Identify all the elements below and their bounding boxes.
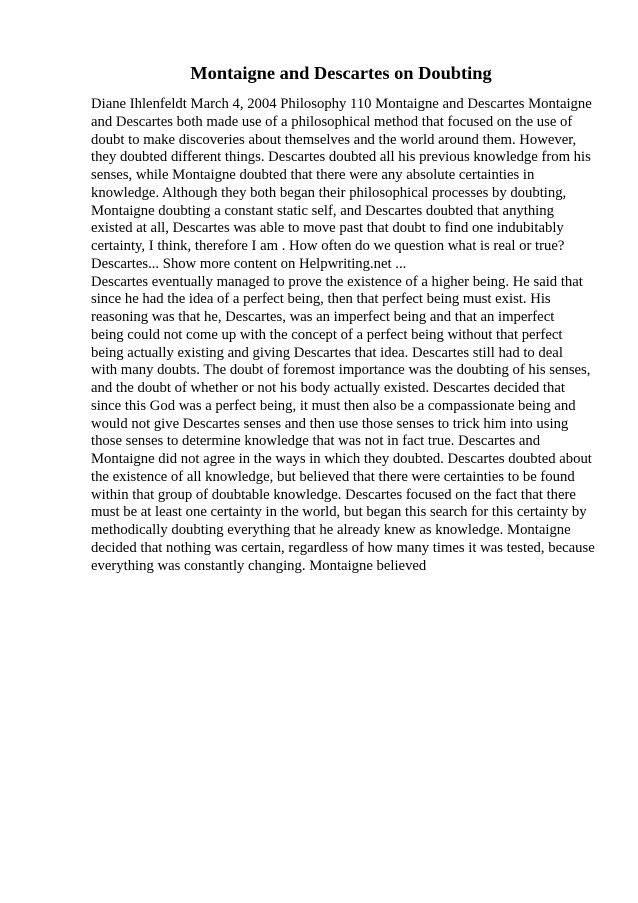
- text-line: Diane Ihlenfeldt March 4, 2004 Philosophy 110 Montaigne and Descartes Montaigne: [91, 96, 592, 112]
- text-line: reasoning was that he, Descartes, was an imperfect being and that an imperfect: [91, 309, 555, 325]
- text-line: must be at least one certainty in the world, but began this search for this certainty by: [91, 504, 587, 521]
- text-line: methodically doubting everything that he already knew as knowledge. Montaigne: [91, 522, 571, 538]
- show-more-line: Descartes... Show more content on Helpwriting.net ...: [91, 255, 407, 272]
- text-line: those senses to determine knowledge that was not in fact true. Descartes and: [91, 433, 541, 450]
- page-title: Montaigne and Descartes on Doubting: [190, 63, 492, 83]
- text-line: Montaigne did not agree in the ways in which they doubted. Descartes doubted about: [91, 451, 592, 467]
- text-line: and the doubt of whether or not his body actually existed. Descartes decided that: [91, 380, 565, 396]
- text-line: certainty, I think, therefore I am . How often do we question what is real or true?: [91, 238, 565, 254]
- text-line: decided that nothing was certain, regardless of how many times it was tested, because: [91, 539, 595, 556]
- text-line: knowledge. Although they both began their philosophical processes by doubting,: [91, 184, 567, 201]
- text-line: being could not come up with the concept of a perfect being without that perfect: [91, 326, 563, 343]
- text-line: within that group of doubtable knowledge. Descartes focused on the fact that there: [91, 486, 576, 503]
- text-line: would not give Descartes senses and then use those senses to trick him into using: [91, 415, 569, 432]
- text-line: existed at all, Descartes was able to move past that doubt to find one indubitably: [91, 220, 564, 237]
- text-line: the existence of all knowledge, but believed that there were certainties to be found: [91, 468, 575, 485]
- text-line: since he had the idea of a perfect being, then that perfect being must exist. His: [91, 291, 551, 308]
- text-line: they doubted different things. Descartes doubted all his previous knowledge from his: [91, 149, 591, 166]
- body-text: [91, 96, 601, 575]
- text-line: and Descartes both made use of a philosophical method that focused on the use of: [91, 113, 573, 130]
- text-line: being actually existing and giving Descartes that idea. Descartes still had to deal: [91, 344, 563, 361]
- text-line: senses, while Montaigne doubted that there were any absolute certainties in: [91, 167, 535, 183]
- text-line: everything was constantly changing. Montaigne believed: [91, 557, 427, 574]
- text-line: Montaigne doubting a constant static self, and Descartes doubted that anything: [91, 202, 554, 219]
- text-line: doubt to make discoveries about themselves and the world around them. However,: [91, 131, 577, 148]
- text-line: with many doubts. The doubt of foremost importance was the doubting of his senses,: [91, 362, 591, 379]
- text-line: since this God was a perfect being, it must then also be a compassionate being and: [91, 397, 576, 414]
- text-line: Descartes eventually managed to prove the existence of a higher being. He said that: [91, 273, 583, 290]
